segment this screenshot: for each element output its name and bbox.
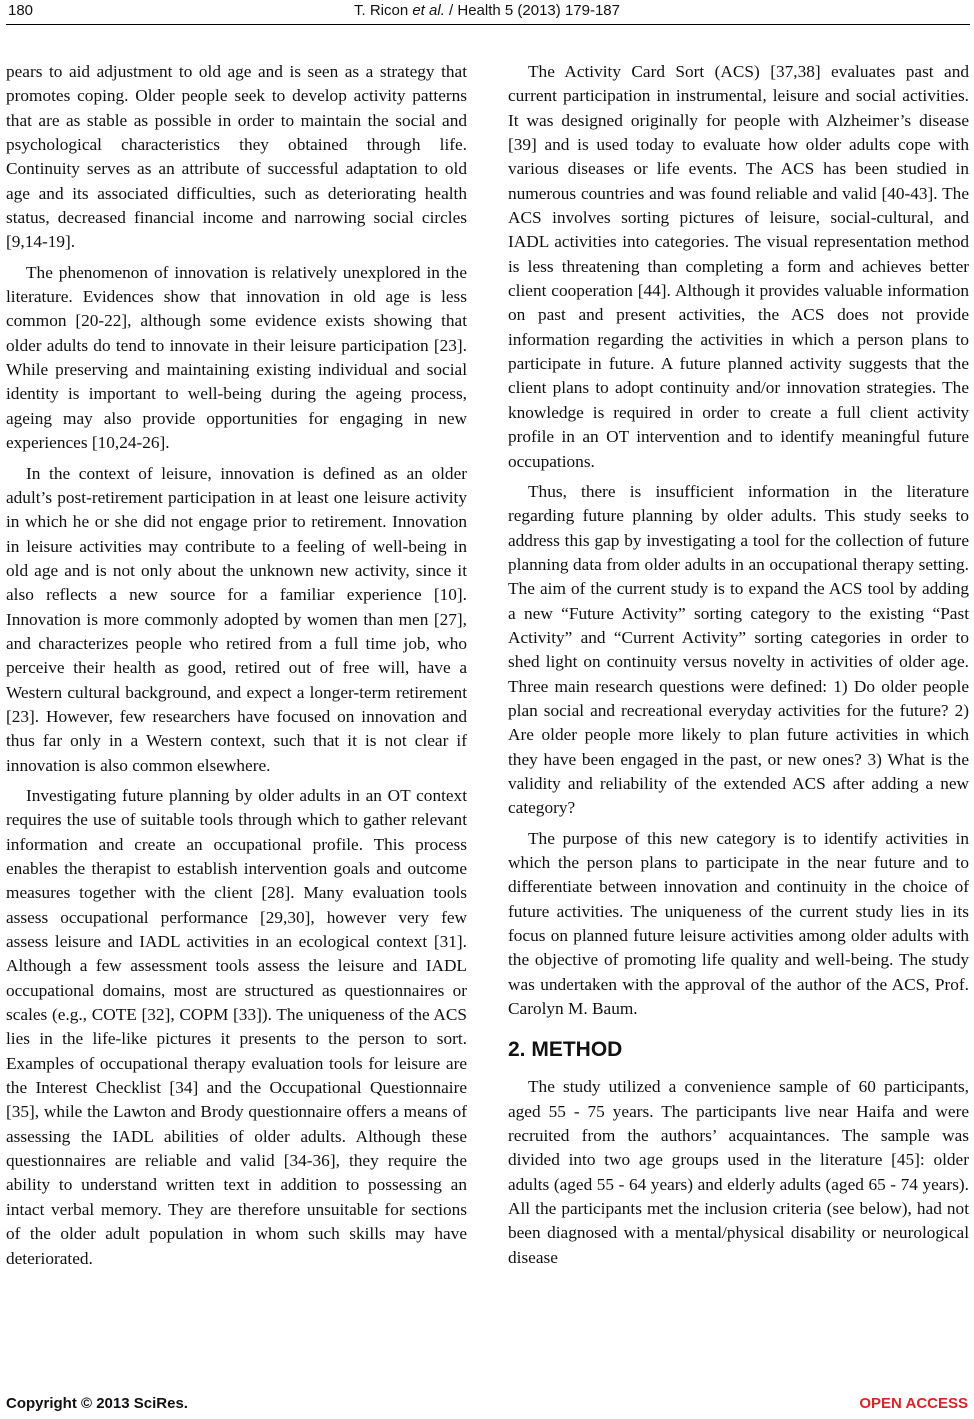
left-column bbox=[6, 60, 467, 1277]
paragraph: Thus, there is insufficient information in the literature regarding future planning by older adults. This study seeks to address this gap by investigating a tool for the collection of future planning data from older adults in an occupational therapy setting. The aim of the current study is to expand the ACS tool by adding a new “Future Activity” sorting category to the existing “Past Activity” and “Current Activity” sorting categories in order to shed light on continuity versus novelty in activities of older age. Three main research questions were defined: 1) Do older people plan social and recreational everyday activities for the future? 2) Are older people more likely to plan future activities in which they have been engaged in the past, or new ones? 3) What is the validity and reliability of the extended ACS after adding a new category? bbox=[508, 481, 969, 818]
header-rule bbox=[6, 24, 970, 25]
running-head-authors: T. Ricon bbox=[353, 2, 413, 19]
paragraph: The phenomenon of innovation is relatively unexplored in the literature. Evidences show that innovation in old age is less common [20-22], although some evidence exists showing that older adults do tend to innovate in their leisure participation [23]. While preserving and maintaining existing individual and social identity is important to well-being during the ageing process, ageing may also provide opportunities for engaging in new experiences [10,24-26]. bbox=[6, 262, 467, 453]
running-head-etal: et al. bbox=[412, 2, 445, 19]
paragraph: The Activity Card Sort (ACS) [37,38] evaluates past and current participation in instrumental, leisure and social activities. It was designed originally for people with Alzheimer’s disease [39] and is used today to evaluate how older adults cope with various diseases or life events. The ACS has been studied in numerous countries and was found reliable and valid [40-43]. The ACS involves sorting pictures of leisure, social-cultural, and IADL activities into categories. The visual representation method is less threatening than completing a form and achieves better client cooperation [44]. Although it provides valuable information on past and present activities, the ACS does not provide information regarding the activities in which a person plans to participate in future. A future planned activity suggests that the client plans to adopt continuity and/or innovation strategies. The knowledge is required in order to create a full client activity profile in an OT intervention and to identify meaningful future occupations. bbox=[508, 62, 969, 471]
paragraph: pears to aid adjustment to old age and is seen as a strategy that promotes coping. Older people seek to develop activity patterns that are as stable as possible in order to maintain the social and psychological characteristics they obtained through life. Continuity serves as an attribute of successful adaptation to old age and its associated difficulties, such as deteriorating health status, decreased financial income and narrowing social circles [9,14-19]. bbox=[6, 62, 467, 252]
page-number: 180 bbox=[8, 2, 34, 19]
paragraph: Investigating future planning by older adults in an OT context requires the use of suitable tools through which to gather relevant information and create an occupational profile. This process enables the therapist to establish intervention goals and outcome measures together with the client [28]. Many evaluation tools assess occupational performance [29,30], however very few assess leisure and IADL activities in an ecological context [31]. Although a few assessment tools assess the leisure and IADL occupational domains, most are structured as questionnaires or scales (e.g., COTE [32], COPM [33]). The uniqueness of the ACS lies in the life-like pictures it presents to the person to sort. Examples of occupational therapy evaluation tools for leisure are the Interest Checklist [34] and the Occupational Questionnaire [35], while the Lawton and Brody questionnaire offers a means of assessing the IADL abilities of older adults. Although these questionnaires are reliable and valid [34-36], they require the ability to understand written text in addition to possessing an intact verbal memory. They are therefore unsuitable for sections of the older adult population in whom such skills may have deteriorated. bbox=[6, 785, 467, 1268]
section-heading: 2. METHOD bbox=[508, 1038, 623, 1062]
right-column bbox=[508, 60, 969, 1276]
running-head bbox=[0, 2, 974, 19]
paragraph: The study utilized a convenience sample of 60 participants, aged 55 - 75 years. The participants live near Haifa and were recruited from the authors’ acquaintances. The sample was divided into two age groups used in the literature [45]: older adults (aged 55 - 64 years) and elderly adults (aged 65 - 74 years). All the participants met the inclusion criteria (see below), had not been diagnosed with a mental/physical disability or neurological disease bbox=[508, 1077, 969, 1267]
paragraph: The purpose of this new category is to identify activities in which the person plans to participate in the near future and to differentiate between innovation and continuity in the choice of future activities. The uniqueness of the current study lies in its focus on planned future leisure activities among older adults with the objective of promoting life quality and well-being. The study was undertaken with the approval of the author of the ACS, Prof. Carolyn M. Baum. bbox=[508, 828, 969, 1019]
running-head-journal: / Health 5 (2013) 179-187 bbox=[444, 2, 620, 19]
copyright-notice: Copyright © 2013 SciRes. bbox=[6, 1395, 188, 1412]
open-access-label: OPEN ACCESS bbox=[859, 1395, 968, 1412]
paragraph: In the context of leisure, innovation is defined as an older adult’s post-retirement participation in at least one leisure activity in which he or she did not engage prior to retirement. Innovation in leisure activities may contribute to a feeling of well-being in old age and is not only about the unknown new activity, since it also reflects a new source for a familiar experience [10]. Innovation is more commonly adopted by women than men [27], and characterizes people who retired from a full time job, who perceive their health as good, retired out of free will, have a Western cultural background, and expect a longer-term retirement [23]. However, few researchers have focused on innovation and thus far only in a Western context, such that it is not clear if innovation is also common elsewhere. bbox=[6, 463, 467, 775]
